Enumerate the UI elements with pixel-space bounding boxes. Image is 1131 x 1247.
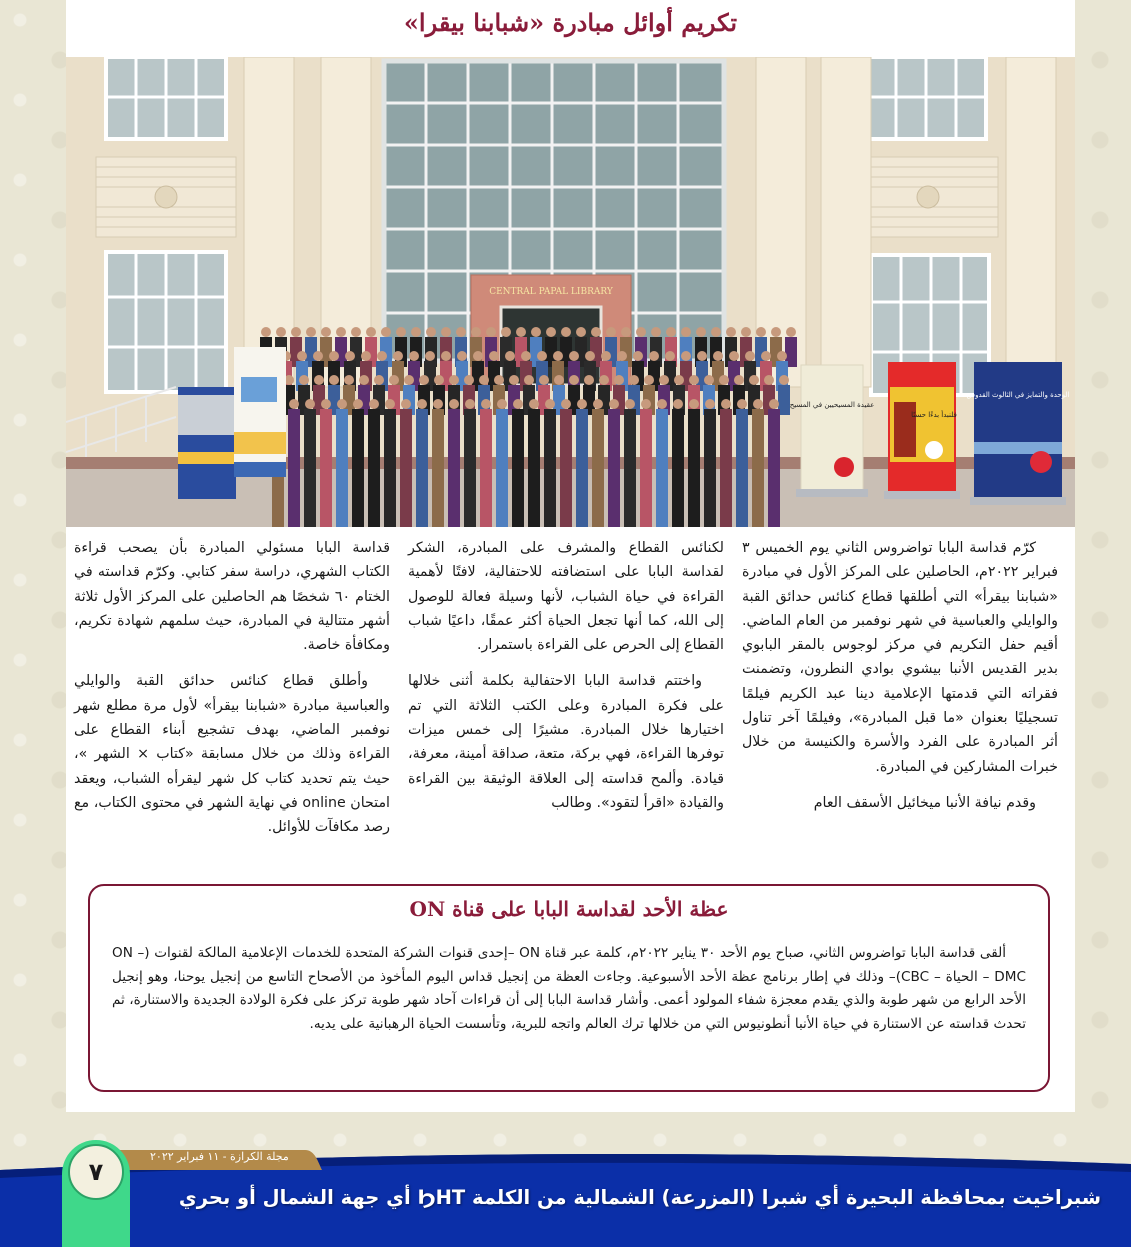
person-head [593, 399, 603, 409]
person-head [704, 375, 714, 385]
left-banner-2 [234, 347, 286, 477]
person-head [569, 375, 579, 385]
person-head [426, 327, 436, 337]
person-head [674, 375, 684, 385]
person-head [419, 375, 429, 385]
person-head [441, 351, 451, 361]
person-head [479, 375, 489, 385]
person-head [516, 327, 526, 337]
banner-book-3 [967, 362, 1070, 505]
person-head [509, 375, 519, 385]
person-head [505, 351, 515, 361]
person-head [625, 399, 635, 409]
person-head [314, 375, 324, 385]
person-head [689, 399, 699, 409]
person-head [337, 399, 347, 409]
article-columns [74, 536, 1058, 864]
person-head [554, 375, 564, 385]
person-head [501, 327, 511, 337]
sermon-box-body [112, 942, 1026, 1036]
person-head [351, 327, 361, 337]
person-head [261, 327, 271, 337]
group-photo [66, 57, 1075, 527]
person-head [393, 351, 403, 361]
person-figure [464, 409, 476, 527]
person-head [353, 399, 363, 409]
person-head [779, 375, 789, 385]
person-head [313, 351, 323, 361]
person-head [651, 327, 661, 337]
person-head [449, 375, 459, 385]
person-head [614, 375, 624, 385]
person-figure [768, 409, 780, 527]
person-head [457, 351, 467, 361]
person-head [529, 399, 539, 409]
person-figure [384, 409, 396, 527]
person-head [389, 375, 399, 385]
person-figure [288, 409, 300, 527]
person-head [681, 327, 691, 337]
person-figure [448, 409, 460, 527]
person-head [494, 375, 504, 385]
person-figure [560, 409, 572, 527]
person-head [464, 375, 474, 385]
person-head [411, 327, 421, 337]
left-banner-1 [178, 387, 236, 499]
person-head [649, 351, 659, 361]
person-head [336, 327, 346, 337]
person-head [721, 399, 731, 409]
person-figure [480, 409, 492, 527]
person-head [591, 327, 601, 337]
sermon-news-box [88, 884, 1050, 1092]
person-head [713, 351, 723, 361]
person-head [576, 327, 586, 337]
person-figure [704, 409, 716, 527]
person-figure [672, 409, 684, 527]
banner-book-2 [884, 362, 960, 499]
article-column-1 [742, 536, 1058, 827]
person-figure [592, 409, 604, 527]
person-head [321, 399, 331, 409]
person-figure [416, 409, 428, 527]
banner-book-1 [790, 365, 875, 497]
right-window-upper [866, 57, 986, 139]
person-head [449, 399, 459, 409]
banner-book-2-title: فلنبدأ بدءًا حسنًا [911, 411, 957, 419]
paragraph: وقدم نيافة الأنبا ميخائيل الأسقف العام [813, 794, 1036, 811]
person-head [289, 399, 299, 409]
person-head [546, 327, 556, 337]
person-figure [608, 409, 620, 527]
person-head [681, 351, 691, 361]
person-figure [432, 409, 444, 527]
person-head [374, 375, 384, 385]
person-head [306, 327, 316, 337]
person-head [377, 351, 387, 361]
person-head [569, 351, 579, 361]
person-head [305, 399, 315, 409]
page-number: ٧ [68, 1144, 124, 1200]
person-head [601, 351, 611, 361]
banner-book-3-title: الوحدة والتمايز في الثالوث القدوس [966, 391, 1070, 399]
person-head [644, 375, 654, 385]
person-head [299, 375, 309, 385]
person-head [473, 351, 483, 361]
person-head [456, 327, 466, 337]
person-head [629, 375, 639, 385]
person-head [489, 351, 499, 361]
sermon-box-title: عظة الأحد لقداسة البابا على قناة ON [409, 897, 729, 921]
person-head [513, 399, 523, 409]
banner-book-1-title: عقيدة المسيحيين في المسيح [789, 401, 875, 409]
person-head [665, 351, 675, 361]
person-figure [688, 409, 700, 527]
paragraph: قداسة البابا مسئولي المبادرة بأن يصحب قراءة الكتاب الشهري، دراسة سفر كتابي. وكرّم قداسته في الختام ٦٠ شخصًا هم الحاصلين على المركز الأول ثلاثة أشهر متتالية في المبادرة، حيث سلمهم شهادة تكريم، ومكافأة خاصة. [74, 540, 390, 654]
person-head [361, 351, 371, 361]
person-head [585, 351, 595, 361]
person-head [297, 351, 307, 361]
person-head [636, 327, 646, 337]
person-head [545, 399, 555, 409]
building-sign: CENTRAL PAPAL LIBRARY [489, 287, 613, 297]
paragraph: لكنائس القطاع والمشرف على المبادرة، الشكر لقداسة البابا على استضافته للاحتفالية، لافتًا لأهمية القراءة في حياة الشباب، لأنها وسيلة فعالة للوصول إلى الله، كما أنها تجعل الحياة أكثر عمقًا، داعيًا شباب القطاع إلى الحرص على القراءة باستمرار. [408, 540, 724, 654]
left-window-upper [106, 57, 226, 139]
person-head [621, 327, 631, 337]
person-figure [496, 409, 508, 527]
person-head [425, 351, 435, 361]
person-figure [528, 409, 540, 527]
person-head [696, 327, 706, 337]
person-head [599, 375, 609, 385]
person-head [737, 399, 747, 409]
person-head [705, 399, 715, 409]
person-head [633, 351, 643, 361]
person-head [471, 327, 481, 337]
person-figure [368, 409, 380, 527]
person-figure [656, 409, 668, 527]
person-head [769, 399, 779, 409]
person-head [539, 375, 549, 385]
article-column-2 [408, 536, 724, 827]
person-figure [720, 409, 732, 527]
person-figure [640, 409, 652, 527]
person-head [609, 399, 619, 409]
person-head [417, 399, 427, 409]
person-figure [736, 409, 748, 527]
person-figure [320, 409, 332, 527]
article-title: تكريم أوائل مبادرة «شبابنا بيقرا» [403, 8, 738, 37]
person-head [344, 375, 354, 385]
article-column-3 [74, 536, 390, 852]
person-figure [576, 409, 588, 527]
person-head [753, 399, 763, 409]
person-head [764, 375, 774, 385]
person-head [641, 399, 651, 409]
person-head [434, 375, 444, 385]
person-head [404, 375, 414, 385]
person-head [396, 327, 406, 337]
person-figure [544, 409, 556, 527]
person-figure [512, 409, 524, 527]
person-head [366, 327, 376, 337]
person-head [531, 327, 541, 337]
person-figure [624, 409, 636, 527]
person-head [749, 375, 759, 385]
person-head [276, 327, 286, 337]
left-window-lower [106, 252, 226, 392]
person-head [719, 375, 729, 385]
paragraph: واختتم قداسة البابا الاحتفالية بكلمة أثنى خلالها على فكرة المبادرة وعلى الكتب الثلاثة التي تم اختيارها خلال المبادرة. مشيرًا إلى خمس ميزات توفرها القراءة، فهي بركة، متعة، صداقة أمينة، معرفة، قيادة. وألمح قداسته إلى العلاقة الوثيقة بين القراءة والقيادة «اقرأ لتقود». وطالب [408, 673, 724, 811]
person-head [711, 327, 721, 337]
person-head [329, 351, 339, 361]
paragraph: ألقى قداسة البابا تواضروس الثاني، صباح يوم الأحد ٣٠ يناير ٢٠٢٢م، كلمة عبر قناة ON –إحدى قنوات الشركة المتحدة للخدمات الإعلامية المالكة لقنوات (ON – DMC – الحياة – CBC)– وذلك في إطار برنامج عظة الأحد الأسبوعية. وجاءت العظة من إنجيل قداس اليوم المأخوذ من الأصحاح التاسع من إنجيل يوحنا، وهو إنجيل الأحد الرابع من شهر طوبة والذي يقدم معجزة شفاء المولود أعمى. وأشار قداسة البابا إلى أن قراءات آحاد شهر طوبة تركز على فكرة الولادة الجديدة والاستنارة، ثم تحدث قداسته عن الاستنارة في حياة الأنبا أنطونيوس التي من خلالها ترك العالم واتجه للبرية، وتأسست الحياة الرهبانية على يديه. [112, 945, 1026, 1032]
paragraph: كرّم قداسة البابا تواضروس الثاني يوم الخميس ٣ فبراير ٢٠٢٢م، الحاصلين على المركز الأول في مبادرة «شبابنا بيقرأ» التي أطلقها قطاع كنائس حدائق القبة والوايلي والعباسية في شهر نوفمبر من العام الماضي. أقيم حفل التكريم في مركز لوجوس بالمقر البابوي بدير القديس الأنبا بيشوي بوادي النطرون، وتضمنت فقراته التي قدمتها الإعلامية دينا عبد الكريم فيلمًا تسجيليًا بعنوان «ما قبل المبادرة»، وفيلمًا آخر تناول أثر المبادرة على الفرد والأسرة والكنيسة من خلال خبرات المشاركين في المبادرة. [742, 540, 1058, 775]
person-head [291, 327, 301, 337]
person-head [465, 399, 475, 409]
person-head [689, 375, 699, 385]
magazine-issue-label: مجلة الكرازة - ١١ فبراير ٢٠٢٢ [150, 1150, 289, 1163]
person-head [606, 327, 616, 337]
person-head [577, 399, 587, 409]
group-photo-illustration [66, 57, 1075, 527]
person-figure [336, 409, 348, 527]
person-head [786, 327, 796, 337]
person-head [697, 351, 707, 361]
person-head [666, 327, 676, 337]
person-head [359, 375, 369, 385]
person-head [561, 327, 571, 337]
magazine-page [66, 0, 1075, 1112]
person-head [745, 351, 755, 361]
person-head [369, 399, 379, 409]
person-head [617, 351, 627, 361]
person-head [321, 327, 331, 337]
person-head [729, 351, 739, 361]
person-head [771, 327, 781, 337]
person-head [537, 351, 547, 361]
person-head [741, 327, 751, 337]
person-head [777, 351, 787, 361]
paragraph: وأطلق قطاع كنائس حدائق القبة والوايلي والعباسية مبادرة «شبابنا بيقرأ» لأول مرة مطلع شهر نوفمبر الماضي، بهدف تشجيع أبناء القطاع على القراءة وذلك من خلال مسابقة «كتاب × الشهر »، حيث يتم تحديد كتاب كل شهر ليقرأه الشباب، ويعقد امتحان online في نهاية الشهر في محتوى الكتاب، مع رصد مكافآت للأوائل. [74, 673, 391, 836]
person-head [756, 327, 766, 337]
person-head [481, 399, 491, 409]
person-head [561, 399, 571, 409]
person-head [497, 399, 507, 409]
person-head [486, 327, 496, 337]
person-head [584, 375, 594, 385]
person-head [726, 327, 736, 337]
footer-running-text: شبراخيت بمحافظة البحيرة أي شبرا (المزرعة) الشمالية من الكلمة ϦHT أي جهة الشمال أو بحري [178, 1186, 1101, 1209]
person-figure [752, 409, 764, 527]
person-figure [352, 409, 364, 527]
person-head [553, 351, 563, 361]
person-figure [304, 409, 316, 527]
person-head [401, 399, 411, 409]
person-head [734, 375, 744, 385]
person-head [441, 327, 451, 337]
person-head [385, 399, 395, 409]
person-head [761, 351, 771, 361]
person-figure [400, 409, 412, 527]
person-head [345, 351, 355, 361]
person-head [659, 375, 669, 385]
person-head [381, 327, 391, 337]
person-head [433, 399, 443, 409]
person-head [329, 375, 339, 385]
person-head [524, 375, 534, 385]
person-head [657, 399, 667, 409]
person-head [409, 351, 419, 361]
person-head [673, 399, 683, 409]
person-head [521, 351, 531, 361]
